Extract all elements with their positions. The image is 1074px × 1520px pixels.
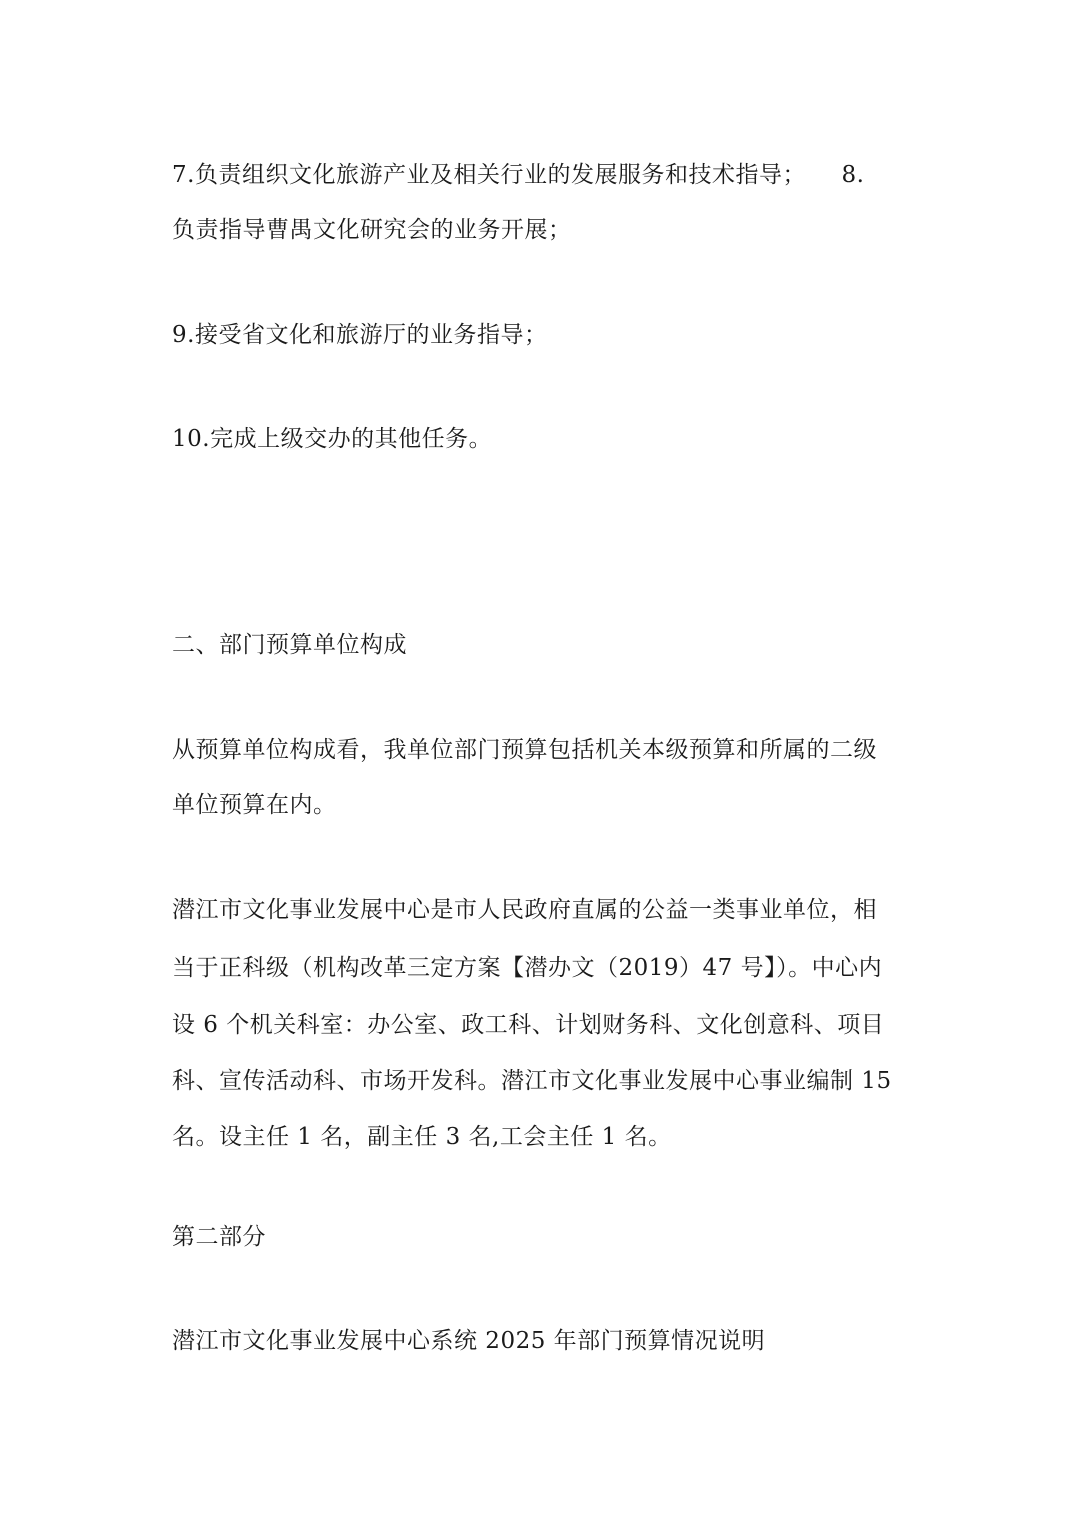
- paragraph-line: 从预算单位构成看，我单位部门预算包括机关本级预算和所属的二级: [172, 737, 877, 763]
- section-heading: 二、部门预算单位构成: [172, 632, 407, 658]
- paragraph-line: 7.负责组织文化旅游产业及相关行业的发展服务和技术指导； 8.: [172, 162, 865, 188]
- paragraph-line: 名。设主任 1 名，副主任 3 名,工会主任 1 名。: [172, 1124, 672, 1150]
- paragraph-line: 9.接受省文化和旅游厅的业务指导；: [172, 322, 548, 348]
- paragraph-line: 单位预算在内。: [172, 792, 337, 818]
- paragraph-line: 设 6 个机关科室：办公室、政工科、计划财务科、文化创意科、项目: [172, 1012, 885, 1038]
- part-heading: 第二部分: [172, 1224, 266, 1250]
- paragraph-line: 潜江市文化事业发展中心是市人民政府直属的公益一类事业单位，相: [172, 897, 877, 923]
- paragraph-line: 当于正科级（机构改革三定方案【潜办文（2019）47 号】）。中心内: [172, 955, 883, 981]
- paragraph-line: 10.完成上级交办的其他任务。: [172, 426, 493, 452]
- part-title: 潜江市文化事业发展中心系统 2025 年部门预算情况说明: [172, 1328, 766, 1354]
- paragraph-line: 科、宣传活动科、市场开发科。潜江市文化事业发展中心事业编制 15: [172, 1068, 892, 1094]
- paragraph-line: 负责指导曹禺文化研究会的业务开展；: [172, 217, 572, 243]
